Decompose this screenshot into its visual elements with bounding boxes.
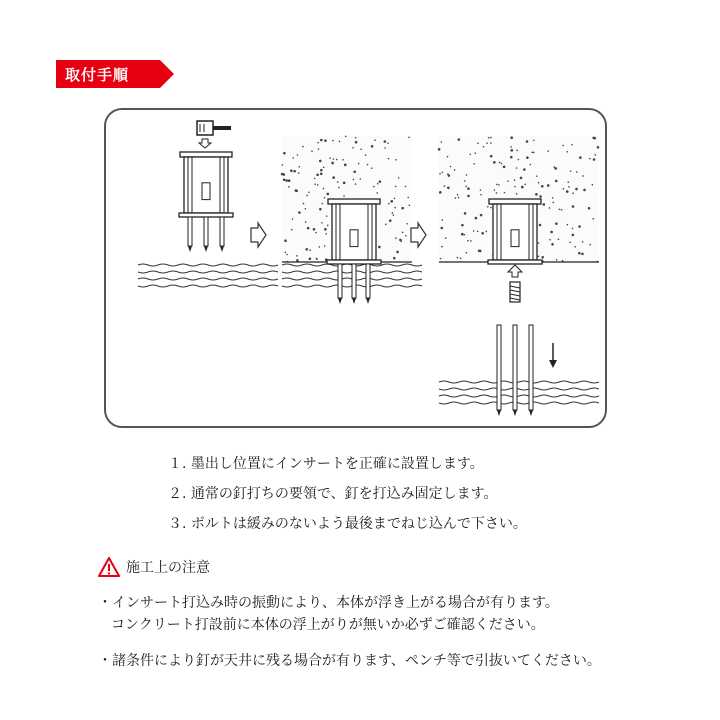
warning-icon (98, 557, 120, 577)
diagram-illustration (106, 110, 607, 428)
step-arrow-icon (251, 223, 266, 247)
caution-heading (98, 556, 210, 578)
step-arrow-icon (411, 223, 426, 247)
insert-step-2 (327, 199, 381, 304)
wood-form-4 (439, 381, 599, 404)
down-arrow-icon (199, 139, 211, 148)
wood-form-1 (138, 264, 422, 287)
caution-note-line: コンクリート打設前に本体の浮上がりが無いか必ずご確認ください。 (111, 617, 545, 633)
bolt-icon (508, 265, 522, 302)
insert-step-3 (488, 199, 542, 264)
installation-steps (168, 454, 527, 544)
section-title: 取付手順 (65, 66, 130, 84)
step-item: ２. 通常の釘打ちの要領で、釘を打込み固定します。 (168, 486, 498, 502)
step-item: ３. ボルトは緩みのないよう最後までねじ込んで下さい。 (168, 516, 527, 532)
caution-note-line: ・諸条件により釘が天井に残る場合が有ります、ペンチ等で引抜いてください。 (98, 653, 601, 669)
step-item: １. 墨出し位置にインサートを正確に設置します。 (168, 456, 484, 472)
removed-nails (497, 325, 533, 416)
installation-diagram (104, 108, 607, 428)
insert-step-1 (179, 152, 233, 252)
hammer-icon (197, 121, 231, 135)
caution-title: 施工上の注意 (126, 560, 210, 576)
caution-note-line: ・インサート打込み時の振動により、本体が浮き上がる場合が有ります。 (98, 595, 559, 611)
pull-down-arrow-icon (549, 343, 557, 368)
section-header-tag (56, 60, 174, 88)
caution-notes (98, 592, 601, 672)
